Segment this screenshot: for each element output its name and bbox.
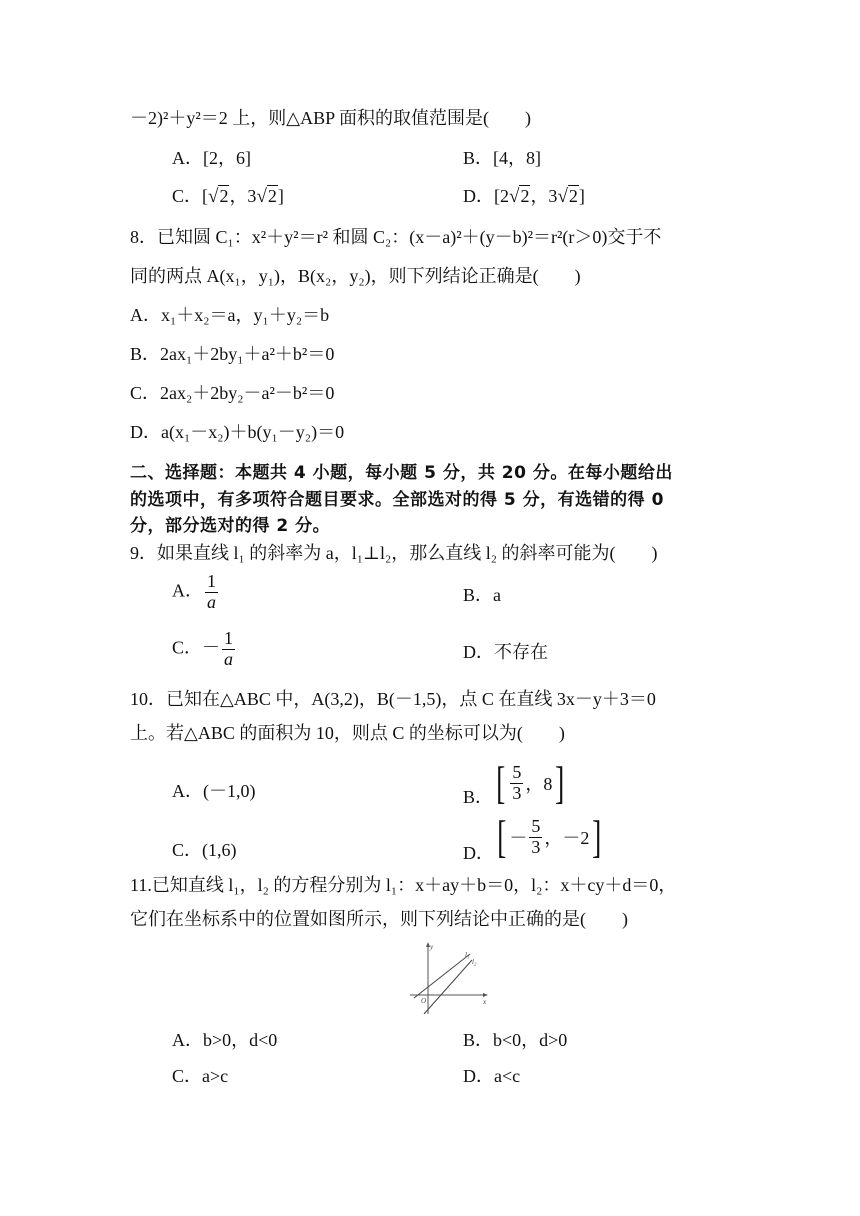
q7-d-label: D．[2 <box>463 186 509 206</box>
sqrt-sign: √2 <box>256 186 277 207</box>
q7-c-radicand-2: 2 <box>267 186 277 206</box>
sqrt-sign: √2 <box>509 186 530 207</box>
q10-b-den: 3 <box>512 782 522 803</box>
q7-stem-tail: －2)²＋y²＝2 上，则△ABP 面积的取值范围是( ) <box>130 108 531 128</box>
q10-b-num: 5 <box>512 761 522 782</box>
q11-option-d: D．a<c <box>463 1066 521 1086</box>
q10-b-group: [ $\frac{5}{3}$ ，8 ] <box>496 757 565 808</box>
q8-option-a: A．x₁＋x₂＝a，y₁＋y₂＝b <box>130 305 330 325</box>
q9-stem: 9．如果直线 l₁ 的斜率为 a，l₁⊥l₂，那么直线 l₂ 的斜率可能为( ) <box>130 543 658 563</box>
y-axis-label: y <box>430 943 434 951</box>
q11-stem-line1: 11.已知直线 l₁，l₂ 的方程分别为 l₁：x＋ay＋b＝0，l₂：x＋cy＋d＝0， <box>130 875 677 895</box>
q10-d-sign: － <box>509 828 528 848</box>
q9-c-den: a <box>224 648 234 669</box>
q7-c-radicand-1: 2 <box>219 186 229 206</box>
q7-d-end: ] <box>578 186 585 206</box>
q7-c-end: ] <box>277 186 284 206</box>
q10-d-den: 3 <box>531 836 541 857</box>
line-l2 <box>424 960 472 1014</box>
q11-stem-line2: 它们在坐标系中的位置如图所示，则下列结论中正确的是( ) <box>130 909 628 929</box>
q10-d-rest: ，－2 <box>544 828 590 848</box>
q8-option-b: B．2ax₁＋2by₁＋a²＋b²＝0 <box>130 344 335 364</box>
q7-option-a: A．[2，6] <box>172 148 251 168</box>
q9-c-fraction <box>222 629 235 670</box>
q10-option-d <box>463 811 605 865</box>
q10-b-fraction <box>510 763 523 804</box>
q9-a-fraction <box>205 572 218 613</box>
q10-d-num: 5 <box>531 815 541 836</box>
q10-stem-line1: 10．已知在△ABC 中，A(3,2)，B(－1,5)，点 C 在直线 3x－y＋3＝0 <box>130 689 656 709</box>
q10-d-fraction <box>529 817 542 858</box>
q7-option-c <box>172 184 284 209</box>
q8-stem-line2: 同的两点 A(x₁，y₁)，B(x₂，y₂)，则下列结论正确是( ) <box>130 266 581 286</box>
q10-b-rest: ，8 <box>525 774 553 794</box>
q10-b-label: B． <box>463 787 494 808</box>
q9-option-b: B．a <box>463 585 501 605</box>
section2-line2: 的选项中，有多项符合题目要求。全部选对的得 5 分，有选错的得 0 <box>130 490 664 510</box>
q7-option-b: B．[4，8] <box>463 148 541 168</box>
q8-stem-line1: 8．已知圆 C₁：x²＋y²＝r² 和圆 C₂：(x－a)²＋(y－b)²＝r²(r＞0)交于不 <box>130 227 662 247</box>
q9-a-num: 1 <box>207 571 216 591</box>
sqrt-sign: √2 <box>557 186 578 207</box>
q11-line-figure <box>408 940 492 1016</box>
q9-option-d: D．不存在 <box>463 642 548 662</box>
q7-c-mid: ，3 <box>229 186 257 206</box>
q9-a-label: A． <box>172 580 203 601</box>
q9-option-c <box>172 629 237 670</box>
q11-option-b: B．b<0，d>0 <box>463 1030 568 1050</box>
sqrt-sign: √2 <box>208 186 229 207</box>
q10-d-label: D． <box>463 843 494 864</box>
l1-label: l₁ <box>465 951 470 959</box>
q9-c-num: 1 <box>224 628 234 648</box>
q7-d-radicand-1: 2 <box>520 186 530 206</box>
q8-option-c: C．2ax₂＋2by₂－a²－b²＝0 <box>130 383 335 403</box>
q10-option-c: C．(1,6) <box>172 840 237 860</box>
q10-stem-line2: 上。若△ABC 的面积为 10，则点 C 的坐标可以为( ) <box>130 723 565 743</box>
q7-c-label: C．[ <box>172 186 208 206</box>
coordinate-graph <box>408 940 492 1016</box>
section2-line3: 分，部分选对的得 2 分。 <box>130 516 331 536</box>
x-axis-label: x <box>483 998 487 1006</box>
q7-d-mid: ，3 <box>530 186 558 206</box>
line-l1 <box>414 954 470 998</box>
q7-d-radicand-2: 2 <box>568 186 578 206</box>
q8-option-d: D．a(x₁－x₂)＋b(y₁－y₂)＝0 <box>130 422 345 442</box>
q9-a-den: a <box>207 591 216 612</box>
q10-d-group: [ － $\frac{5}{3}$ ，－2 ] <box>497 811 602 862</box>
x-axis-arrow <box>483 993 488 997</box>
q11-option-c: C．a>c <box>172 1066 229 1086</box>
q9-option-a <box>172 572 220 613</box>
q11-option-a: A．b>0，d<0 <box>172 1030 278 1050</box>
q9-c-label: C．－ <box>172 637 221 658</box>
q7-option-d <box>463 184 585 209</box>
section2-line1: 二、选择题：本题共 4 小题，每小题 5 分，共 20 分。在每小题给出 <box>130 463 673 483</box>
q10-option-a: A．(－1,0) <box>172 781 256 801</box>
origin-label: O <box>421 997 427 1005</box>
q10-option-b <box>463 757 568 809</box>
l2-label: l₂ <box>472 958 477 966</box>
